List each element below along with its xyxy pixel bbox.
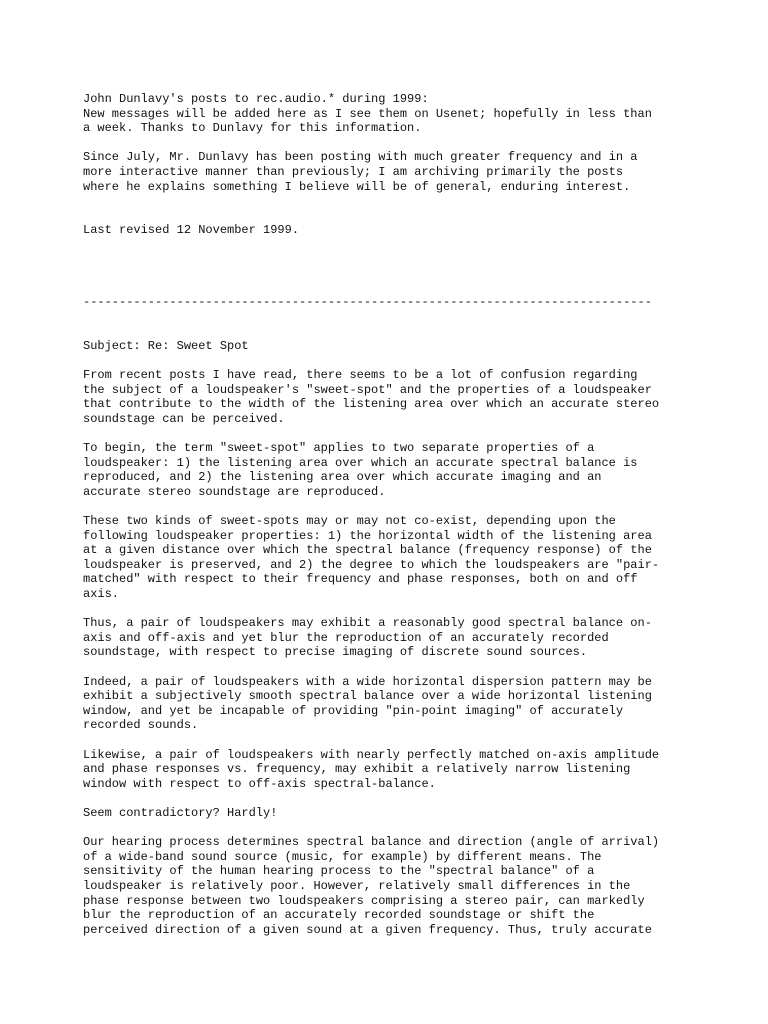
post-paragraph: These two kinds of sweet-spots may or may not co-exist, depending upon the following loudspeaker properties: 1) the horizontal width of the listening area at a given distance over which the spectral balance (frequency response) of the loudspeaker is preserved, and 2) the degree to which the loudspeakers are "pair- matched" with respect to their frequency and phase responses, both on and off axis. (83, 514, 660, 602)
document-body (83, 92, 693, 937)
intro-description: Since July, Mr. Dunlavy has been posting with much greater frequency and in a more interactive manner than previously; I am archiving primarily the posts where he explains something I believe will be of general, enduring interest. (83, 150, 638, 194)
post-paragraph: To begin, the term "sweet-spot" applies to two separate properties of a loudspeaker: 1) the listening area over which an accurate spectral balance is reproduced, and 2) the listening area over which accurate imaging and an accurate stereo soundstage are reproduced. (83, 441, 638, 499)
intro-heading: John Dunlavy's posts to rec.audio.* during 1999: (83, 92, 429, 106)
post-paragraph: Thus, a pair of loudspeakers may exhibit a reasonably good spectral balance on- axis and off-axis and yet blur the reproduction of an accurately recorded soundstage, with respect to precise imaging of discrete sound sources. (83, 616, 652, 660)
post-paragraph: Indeed, a pair of loudspeakers with a wide horizontal dispersion pattern may be exhibit a subjectively smooth spectral balance over a wide horizontal listening window, and yet be incapable of providing "pin-point imaging" of accurately recorded sounds. (83, 674, 652, 733)
divider-line: ------------------------------------------------------------------------------- (83, 295, 652, 310)
post-subject: Subject: Re: Sweet Spot (83, 338, 249, 353)
post-paragraph: From recent posts I have read, there seems to be a lot of confusion regarding the subject of a loudspeaker's "sweet-spot" and the properties of a loudspeaker that contribute to the width of the listening area over which an accurate stereo soundstage can be perceived. (83, 368, 660, 426)
post-paragraph: Likewise, a pair of loudspeakers with nearly perfectly matched on-axis amplitude and phase responses vs. frequency, may exhibit a relatively narrow listening window with respect to off-axis spectral-balance. (83, 747, 660, 791)
post-paragraph: Seem contradictory? Hardly! (83, 805, 278, 820)
post-paragraph: Our hearing process determines spectral balance and direction (angle of arrival) of a wide-band sound source (music, for example) by different means. The sensitivity of the human hearing process to the "spectral balance" of a loudspeaker is relatively poor. However, relatively small differences in the phase response between two loudspeakers comprising a stereo pair, can markedly blur the reproduction of an accurately recorded soundstage or shift the perceived direction of a given sound at a given frequency. Thus, truly accurate (83, 835, 660, 937)
last-revised: Last revised 12 November 1999. (83, 223, 300, 238)
intro-update-note: New messages will be added here as I see them on Usenet; hopefully in less than a week. Thanks to Dunlavy for this information. (83, 106, 652, 136)
